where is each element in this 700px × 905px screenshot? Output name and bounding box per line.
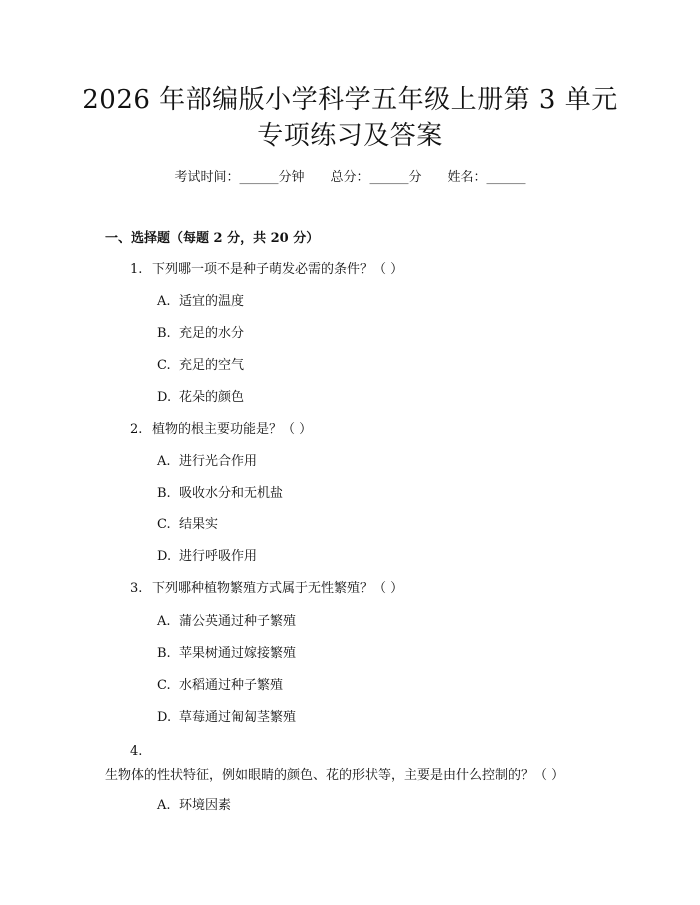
option-text: 充足的空气 (179, 358, 245, 373)
option-label: D. (157, 390, 172, 405)
option-text: 草莓通过匍匐茎繁殖 (179, 710, 297, 725)
question-2 (130, 421, 312, 439)
option-label: C. (157, 358, 171, 373)
question-3-option-b (157, 645, 296, 663)
student-name-label: 姓名：______ (447, 170, 526, 185)
question-text: 下列哪一项不是种子萌发必需的条件？（ ） (152, 262, 404, 277)
option-label: A. (157, 798, 171, 813)
option-label: A. (157, 614, 171, 629)
option-text: 苹果树通过嫁接繁殖 (179, 646, 297, 661)
document-title-line1: 2026 年部编版小学科学五年级上册第 3 单元 (82, 85, 618, 115)
option-text: 进行呼吸作用 (179, 549, 258, 564)
total-score-label: 总分：______分 (330, 170, 422, 185)
question-3-option-c (157, 677, 283, 695)
option-text: 吸收水分和无机盐 (179, 486, 284, 501)
question-text: 生物体的性状特征，例如眼睛的颜色、花的形状等，主要是由什么控制的？（ ） (105, 768, 565, 783)
option-text: 环境因素 (179, 798, 232, 813)
option-text: 进行光合作用 (179, 454, 258, 469)
question-2-option-b (157, 485, 283, 503)
question-number: 3. (130, 581, 143, 596)
option-label: A. (157, 294, 171, 309)
exam-time-label: 考试时间：______分钟 (174, 170, 305, 185)
option-label: A. (157, 454, 171, 469)
question-number: 1. (130, 262, 143, 277)
question-3 (130, 580, 403, 598)
question-2-option-a (157, 453, 257, 471)
option-label: B. (157, 486, 171, 501)
question-2-option-c (157, 516, 218, 534)
question-1 (130, 261, 403, 279)
question-4 (105, 740, 605, 788)
question-3-option-d (157, 709, 296, 727)
document-title-line2: 专项练习及答案 (257, 121, 443, 151)
question-text: 下列哪种植物繁殖方式属于无性繁殖？（ ） (152, 581, 404, 596)
option-text: 水稻通过种子繁殖 (179, 678, 284, 693)
question-4-option-a (157, 797, 231, 815)
option-text: 结果实 (179, 517, 219, 532)
question-1-option-d (157, 389, 244, 407)
option-label: C. (157, 678, 171, 693)
option-label: D. (157, 710, 172, 725)
option-label: D. (157, 549, 172, 564)
option-label: C. (157, 517, 171, 532)
question-2-option-d (157, 548, 257, 566)
question-1-option-a (157, 293, 244, 311)
question-text: 植物的根主要功能是？（ ） (152, 422, 313, 437)
question-1-option-b (157, 325, 244, 343)
option-text: 充足的水分 (179, 326, 245, 341)
exam-info-row (0, 169, 700, 187)
option-label: B. (157, 326, 171, 341)
section-heading-multiple-choice: 一、选择题（每题 2 分，共 20 分） (105, 231, 320, 246)
question-1-option-c (157, 357, 244, 375)
option-text: 蒲公英通过种子繁殖 (179, 614, 297, 629)
question-number: 4. (130, 744, 143, 759)
option-text: 花朵的颜色 (179, 390, 245, 405)
option-label: B. (157, 646, 171, 661)
question-3-option-a (157, 613, 296, 631)
option-text: 适宜的温度 (179, 294, 245, 309)
question-number: 2. (130, 422, 143, 437)
